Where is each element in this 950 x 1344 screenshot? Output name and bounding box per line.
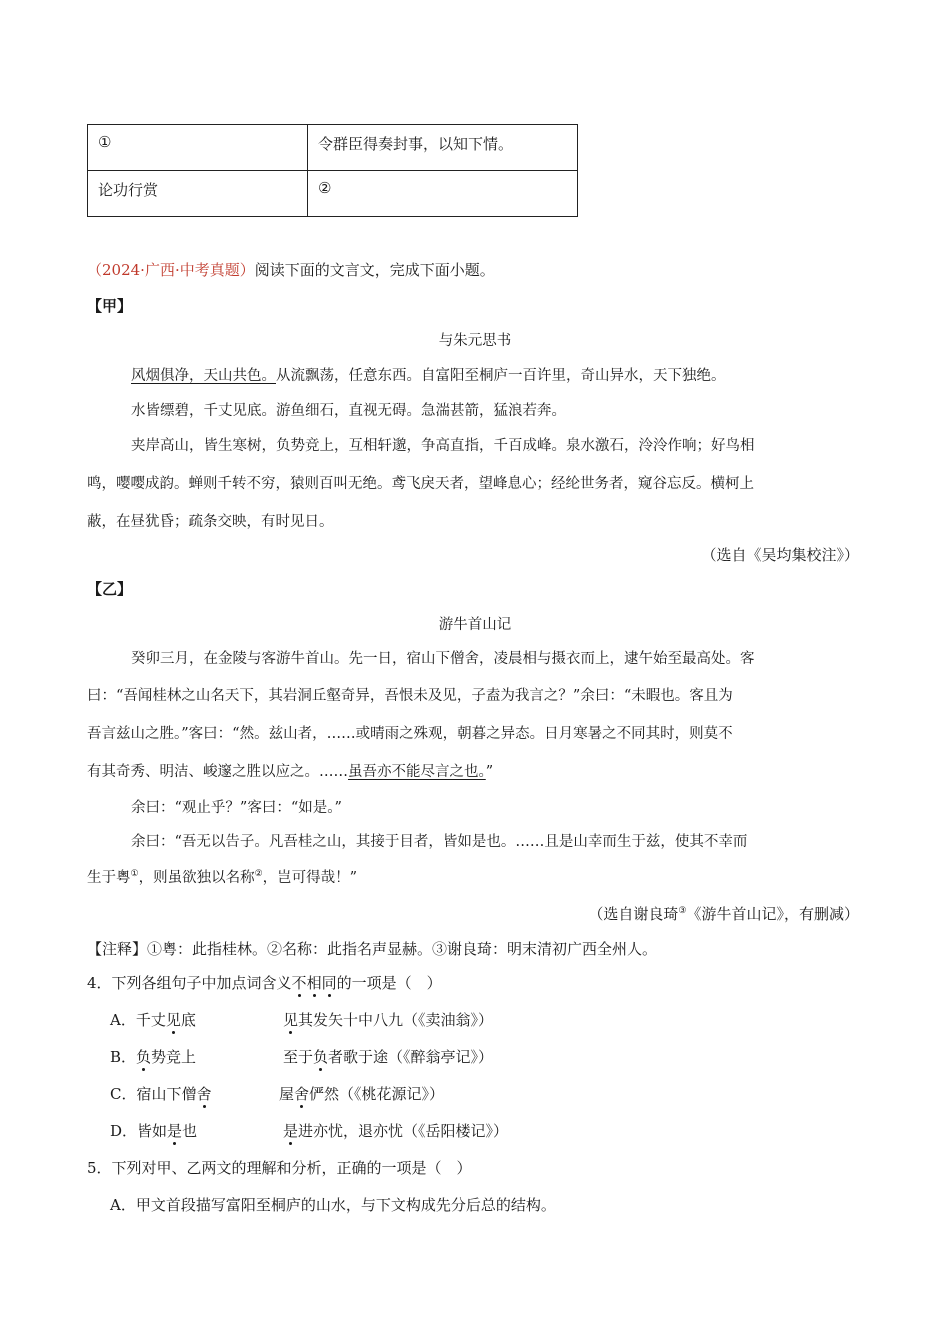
text-span: 有其奇秀、明洁、峻邃之胜以应之。…… — [87, 764, 348, 780]
table-cell: 令群臣得奏封事，以知下情。 — [308, 125, 578, 171]
option-c[interactable]: C．宿山下僧舍 — [110, 1085, 212, 1103]
option-b-compare: 至于负者歌于途（《醉翁亭记》） — [283, 1048, 494, 1066]
dotted-emphasis: 不相同 — [291, 974, 337, 992]
yi-line-3: 吾言兹山之胜。”客曰：“然。兹山者，……或晴雨之殊观，朝暮之异态。日月寒暑之不同其时，则莫不 — [87, 726, 733, 742]
annotations: 【注释】①粤：此指桂林。②名称：此指名声显赫。③谢良琦：明末清初广西全州人。 — [87, 940, 658, 958]
option-d-compare: 是进亦忧，退亦忧（《岳阳楼记》） — [283, 1122, 509, 1140]
yi-title: 游牛首山记 — [438, 617, 512, 633]
question-intro — [87, 259, 495, 280]
option-label: C． — [110, 1085, 137, 1103]
jia-paragraph-3-line-1: 夹岸高山，皆生寒树，负势竞上，互相轩邈，争高直指，千百成峰。泉水激石，泠泠作响；好鸟相 — [131, 438, 755, 454]
jia-source: （选自《吴均集校注》） — [701, 546, 859, 564]
text-span: ，则虽欲独以名称 — [138, 870, 255, 886]
yi-line-2: 曰：“吾闻桂林之山名天下，其岩洞丘壑奇异，吾恨未及见，子盍为我言之？”余曰：“未暇也。客且为 — [87, 688, 733, 704]
instruction: 阅读下面的文言文，完成下面小题。 — [254, 261, 495, 279]
option-d[interactable]: D．皆如是也 — [110, 1122, 198, 1140]
table-row — [88, 125, 578, 171]
text-span: 《游牛首山记》，有删减） — [686, 905, 859, 923]
underlined-text: 虽吾亦不能尽言之也。 — [348, 764, 486, 780]
table-cell: ② — [308, 171, 578, 217]
jia-title: 与朱元思书 — [438, 333, 512, 349]
option-label: D． — [110, 1122, 138, 1140]
question-5-stem: 5．下列对甲、乙两文的理解和分析，正确的一项是（ ） — [87, 1159, 472, 1177]
footnote-marker: ③ — [678, 906, 687, 916]
text-span: 从流飘荡，任意东西。自富阳至桐庐一百许里，奇山异水，天下独绝。 — [276, 368, 726, 384]
table-row — [88, 171, 578, 217]
yi-line-1: 癸卯三月，在金陵与客游牛首山。先一日，宿山下僧舍，凌晨相与摄衣而上，逮午始至最高处。客 — [131, 651, 755, 667]
section-label-yi: 【乙】 — [87, 580, 133, 598]
option-a[interactable]: A．千丈见底 — [110, 1011, 196, 1029]
yi-line-5: 余曰：“观止乎？”客曰：“如是。” — [131, 800, 342, 816]
footnote-marker: ② — [254, 869, 263, 880]
source-tag: （2024·广西·中考真题） — [87, 261, 255, 279]
info-table — [87, 124, 578, 217]
yi-source — [87, 903, 859, 924]
text-span: ” — [485, 764, 494, 780]
q5-option-a[interactable]: A．甲文首段描写富阳至桐庐的山水，与下文构成先分后总的结构。 — [110, 1196, 556, 1214]
option-c-compare: 屋舍俨然（《桃花源记》） — [279, 1085, 445, 1103]
option-a-compare: 见其发矢十中八九（《卖油翁》） — [283, 1011, 494, 1029]
yi-line-4 — [87, 760, 493, 781]
text-span: （选自谢良琦 — [588, 905, 679, 923]
text-span: ，岂可得哉！” — [262, 870, 358, 886]
text-span: 生于粤 — [87, 870, 131, 886]
yi-line-6: 余曰：“吾无以告子。凡吾桂之山，其接于目者，皆如是也。……且是山幸而生于兹，使其不幸而 — [131, 834, 748, 850]
jia-paragraph-3-line-3: 蔽，在昼犹昏；疏条交映，有时见日。 — [87, 514, 334, 530]
underlined-text: 风烟俱净，天山共色。 — [131, 368, 276, 384]
table-cell: 论功行赏 — [88, 171, 308, 217]
text-span: 水皆缥碧，千丈见底。游鱼细石，直视无碍。急湍甚箭，猛浪若奔。 — [131, 403, 566, 419]
jia-paragraph-1 — [131, 364, 726, 385]
jia-paragraph-3-line-2: 鸣，嘤嘤成韵。蝉则千转不穷，猿则百叫无绝。鸢飞戾天者，望峰息心；经纶世务者，窥谷忘反。横柯上 — [87, 476, 754, 492]
yi-line-7 — [87, 866, 357, 887]
jia-paragraph-2 — [131, 399, 566, 420]
option-b[interactable]: B．负势竞上 — [110, 1048, 197, 1066]
question-4-stem — [87, 972, 442, 993]
section-label-jia: 【甲】 — [87, 297, 133, 315]
option-label: A． — [110, 1011, 136, 1029]
text-span: 4．下列各组句子中加点词含义 — [87, 974, 292, 992]
footnote-marker: ① — [130, 869, 139, 880]
option-label: B． — [110, 1048, 137, 1066]
text-span: 的一项是（ ） — [336, 974, 442, 992]
table-cell: ① — [88, 125, 308, 171]
